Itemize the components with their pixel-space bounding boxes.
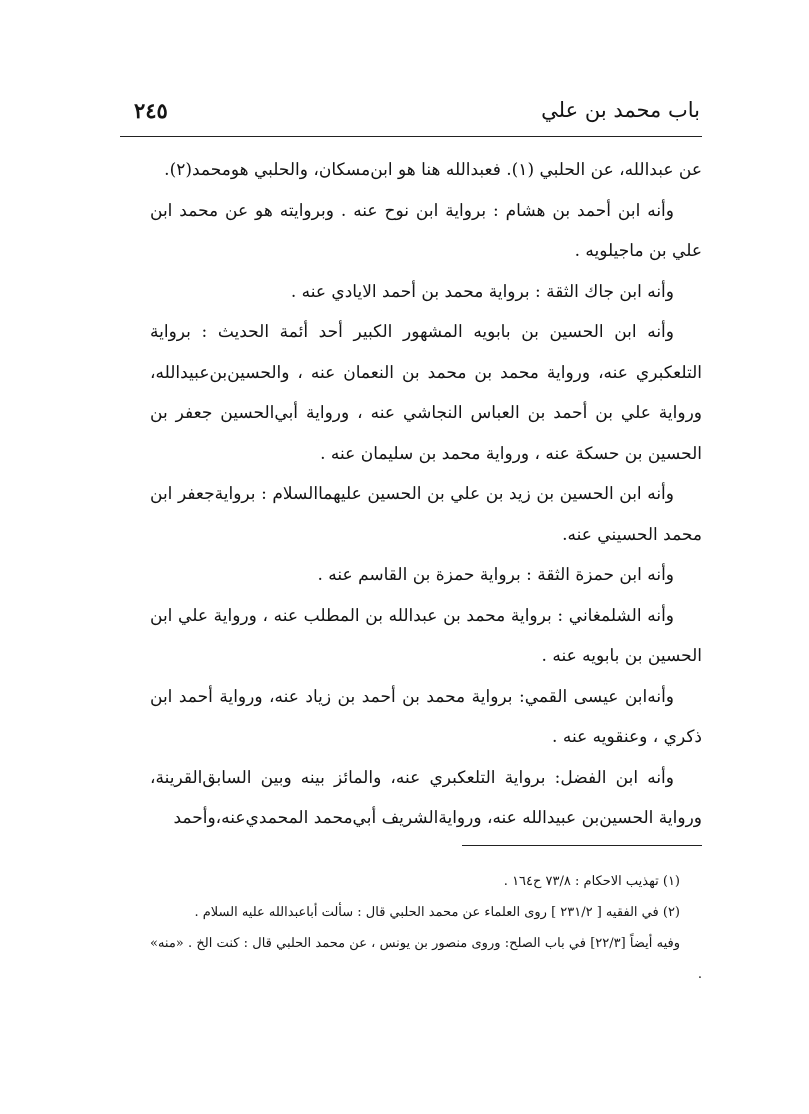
paragraph: وأنه الشلمغاني : برواية محمد بن عبدالله بن المطلب عنه ، ورواية علي ابن الحسين بن بابويه عنه . xyxy=(150,605,702,666)
footnote: وفيه أيضاً [٢٢/٣] في باب الصلح: وروى منصور بن يونس ، عن محمد الحلبي قال : كنت الخ . «منه» . xyxy=(150,936,702,982)
paragraph: وأنه ابن أحمد بن هشام : برواية ابن نوح عنه . وبروايته هو عن محمد ابن علي بن ماجيلويه . xyxy=(150,200,702,261)
paragraph: وأنه ابن الحسين بن بابويه المشهور الكبير أحد أئمة الحديث : برواية التلعكبري عنه، ورواية محمد بن محمد بن النعمان عنه ، والحسين‌بن‌عبيدالله، ورواية علي بن أحمد بن العباس النجاشي عنه ، ورواية أبي‌الحسين جعفر بن الحسين بن حسكة عنه ، ورواية محمد بن سليمان عنه . xyxy=(150,322,702,464)
footnote-separator xyxy=(462,845,702,846)
footnotes xyxy=(150,866,702,990)
paragraph: وأنه ابن الحسين بن زيد بن علي بن الحسين عليهماالسلام : بروايةجعفر ابن محمد الحسيني عنه. xyxy=(150,484,702,545)
page-number: ٢٤٥ xyxy=(134,98,168,123)
paragraph: وأنه ابن جاك الثقة : برواية محمد بن أحمد الايادي عنه . xyxy=(290,281,674,302)
body-text xyxy=(150,150,702,839)
footnote: (٢) في الفقيه [ ٢٣١/٢ ] روى العلماء عن محمد الحلبي قال : سألت أباعبدالله عليه السلام . xyxy=(194,905,680,920)
paragraph: وأنه‌ابن عيسى القمي: برواية محمد بن أحمد بن زياد عنه، ورواية أحمد ابن ذكري ، وعنقويه عنه . xyxy=(150,686,702,747)
paragraph: وأنه ابن الفضل: برواية التلعكبري عنه، والمائز بينه وبين السابق‌القرينة، ورواية الحسين‌بن عبيدالله عنه، وروايةالشريف أبي‌محمد المحمدي‌عنه،وأحمد xyxy=(150,767,702,828)
paragraph: وأنه ابن حمزة الثقة : برواية حمزة بن القاسم عنه . xyxy=(317,565,674,585)
header-rule xyxy=(120,136,702,137)
page-header xyxy=(120,98,700,134)
paragraph: عن عبدالله، عن الحلبي (١). فعبدالله هنا هو ابن‌مسكان، والحلبي هومحمد(٢). xyxy=(164,160,702,180)
footnote: (١) تهذيب الاحكام : ٧٣/٨ ح١٦٤ . xyxy=(503,874,680,889)
running-title: باب محمد بن علي xyxy=(541,98,700,122)
